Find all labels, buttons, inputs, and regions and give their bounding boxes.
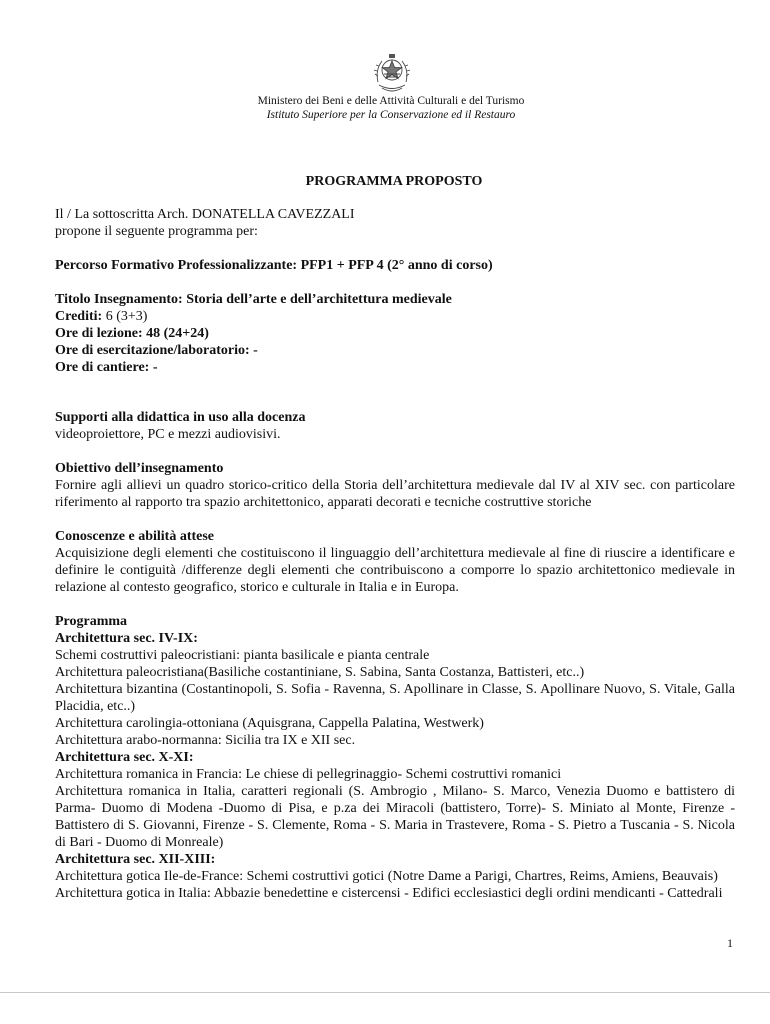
obiettivo-heading: Obiettivo dell’insegnamento (55, 461, 224, 476)
conoscenze-text: Acquisizione degli elementi che costituiscono il linguaggio dell’architettura medievale al fine di riuscire a identificare e definire le contiguità /differenze degli elementi che contribuiscono a comporre lo spazio architettonico medievale in relazione al contesto geografico, storico e culturale in Italia e in Europa. (55, 546, 735, 595)
list-item: Architettura romanica in Italia, caratteri regionali (S. Ambrogio , Milano- S. Marco, Venezia Duomo e battistero di Parma- Duomo di Modena -Duomo di Pisa, e p.za dei Miracoli (battistero, Torre)- S. Miniato al Monte, Firenze - Battistero di S. Giovanni, Firenze - S. Clemente, Roma - S. Maria in Trastevere, Roma - S. Pietro a Tuscania - S. Nicola di Bari - Duomo di Monreale) (55, 784, 735, 850)
document-body (55, 206, 735, 902)
titolo-label: Titolo Insegnamento (55, 292, 179, 307)
titolo-value: : Storia dell’arte e dell’architettura medievale (178, 292, 452, 307)
list-item: Architettura carolingia-ottoniana (Aquisgrana, Cappella Palatina, Westwerk) (55, 716, 484, 731)
list-item: Architettura gotica Ile-de-France: Schemi costruttivi gotici (Notre Dame a Parigi, Chartres, Reims, Amiens, Beauvais) (55, 869, 718, 884)
titolo-insegnamento (55, 291, 735, 308)
crediti-value: 6 (3+3) (102, 309, 148, 324)
list-item: Architettura romanica in Francia: Le chiese di pellegrinaggio- Schemi costruttivi romanici (55, 767, 562, 782)
list-item: Architettura bizantina (Costantinopoli, S. Sofia - Ravenna, S. Apollinare in Classe, S. Apollinare Nuovo, S. Vitale, Galla Placidia, etc..) (55, 682, 735, 714)
ore-esercitazione: Ore di esercitazione/laboratorio: - (55, 343, 258, 358)
page-bottom-divider (0, 992, 770, 993)
conoscenze-heading: Conoscenze e abilità attese (55, 529, 215, 544)
crediti (55, 308, 735, 325)
section-title: Architettura sec. X-XI: (55, 750, 194, 765)
list-item: Architettura paleocristiana(Basiliche costantiniane, S. Sabina, Santa Costanza, Battisteri, etc..) (55, 665, 585, 680)
list-item: Architettura arabo-normanna: Sicilia tra IX e XII sec. (55, 733, 356, 748)
page-number: 1 (727, 936, 733, 950)
page-title: PROGRAMMA PROPOSTO (305, 174, 483, 189)
list-item: Architettura gotica in Italia: Abbazie benedettine e cistercensi - Edifici ecclesiastici degli ordini mendicanti - Cattedrali (55, 886, 723, 901)
obiettivo-text: Fornire agli allievi un quadro storico-critico della Storia dell’architettura medievale dal IV al XIV sec. con particolare riferimento al rapporto tra spazio architettonico, apparati decorati e tecniche costruttive storiche (55, 478, 735, 510)
ore-cantiere: Ore di cantiere: - (55, 360, 158, 375)
percorso-formativo: Percorso Formativo Professionalizzante: PFP1 + PFP 4 (2° anno di corso) (55, 258, 493, 273)
crediti-label: Crediti: (55, 309, 103, 324)
intro-line-1: Il / La sottoscritta Arch. DONATELLA CAVEZZALI (55, 207, 355, 222)
section-title: Architettura sec. IV-IX: (55, 631, 198, 646)
list-item: Schemi costruttivi paleocristiani: pianta basilicale e pianta centrale (55, 648, 430, 663)
ministry-name: Ministero dei Beni e delle Attività Culturali e del Turismo (257, 95, 525, 107)
institute-name: Istituto Superiore per la Conservazione ed il Restauro (266, 109, 516, 121)
italian-republic-emblem-icon (372, 52, 412, 96)
supporti-text: videoproiettore, PC e mezzi audiovisivi. (55, 427, 281, 442)
supporti-heading: Supporti alla didattica in uso alla docenza (55, 410, 306, 425)
ore-lezione: Ore di lezione: 48 (24+24) (55, 326, 209, 341)
programma-heading: Programma (55, 614, 128, 629)
section-title: Architettura sec. XII-XIII: (55, 852, 216, 867)
intro-line-2: propone il seguente programma per: (55, 224, 258, 239)
